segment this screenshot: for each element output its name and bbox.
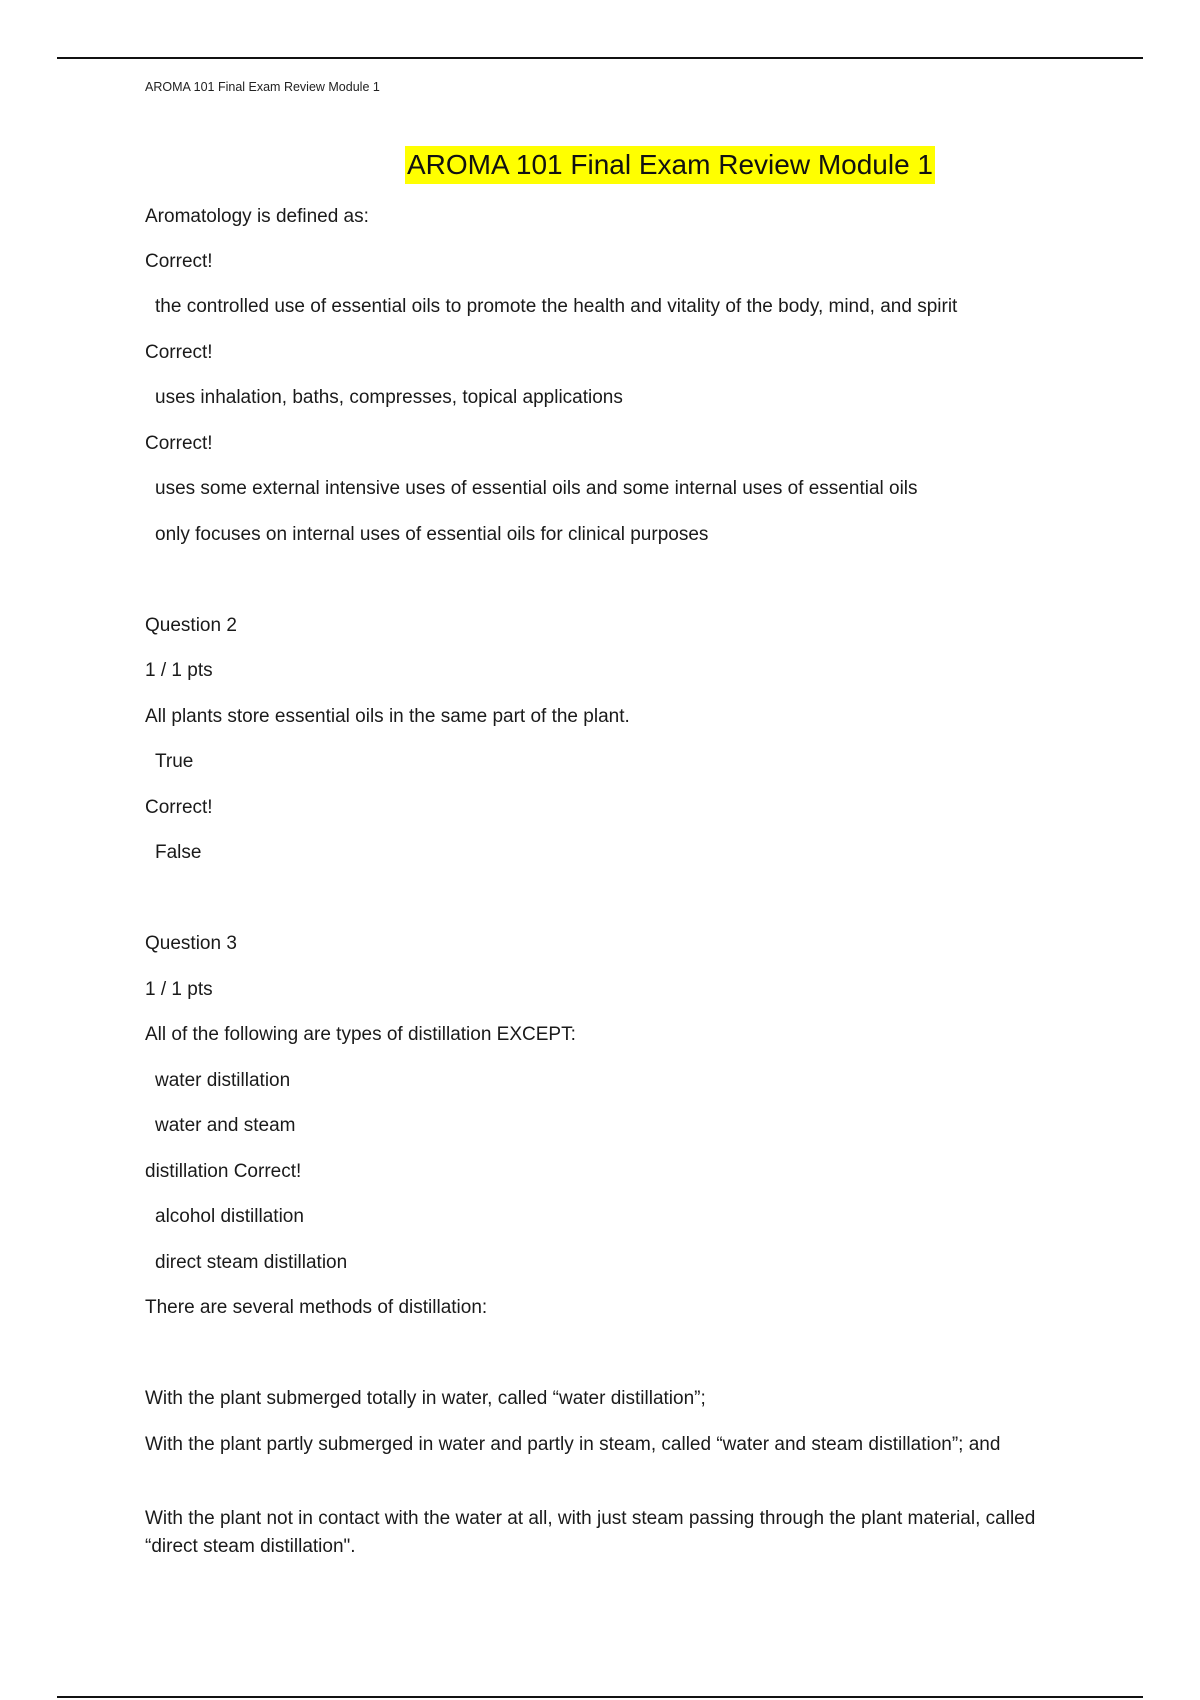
q3-method-2: With the plant partly submerged in water and partly in steam, called “water and steam distillation”; and [145,1434,1001,1455]
q2-heading: Question 2 [145,615,237,636]
q2-correct-marker: Correct! [145,797,213,818]
title-block [0,146,1200,184]
q1-correct-marker-2: Correct! [145,342,213,363]
q3-method-3: With the plant not in contact with the water at all, with just steam passing through the plant material, called “direct steam distillation". [145,1508,1036,1557]
q3-option-3: alcohol distillation [155,1206,304,1227]
q1-option-4: only focuses on internal uses of essential oils for clinical purposes [155,524,709,545]
q3-method-1: With the plant submerged totally in water, called “water distillation”; [145,1388,706,1409]
q1-correct-marker-1: Correct! [145,251,213,272]
q1-option-3: uses some external intensive uses of essential oils and some internal uses of essential oils [155,478,918,499]
q2-option-true: True [155,751,194,772]
q3-option-2: water and steam [155,1115,296,1136]
q2-prompt: All plants store essential oils in the same part of the plant. [145,706,630,727]
q3-option-4: direct steam distillation [155,1252,348,1273]
q3-heading: Question 3 [145,933,237,954]
bottom-rule [57,1696,1143,1698]
q3-prompt: All of the following are types of distillation EXCEPT: [145,1024,576,1045]
q3-explanation-intro: There are several methods of distillation: [145,1297,488,1318]
q3-option-1: water distillation [155,1070,291,1091]
q1-option-2: uses inhalation, baths, compresses, topical applications [155,387,623,408]
q2-points: 1 / 1 pts [145,660,213,681]
document-title: AROMA 101 Final Exam Review Module 1 [405,146,935,184]
q3-points: 1 / 1 pts [145,979,213,1000]
q1-correct-marker-3: Correct! [145,433,213,454]
top-rule [57,57,1143,59]
q2-option-false: False [155,842,202,863]
q1-prompt: Aromatology is defined as: [145,206,369,227]
running-header: AROMA 101 Final Exam Review Module 1 [145,80,380,94]
q1-option-1: the controlled use of essential oils to promote the health and vitality of the body, mind, and spirit [155,296,958,317]
q3-option-2-continued: distillation Correct! [145,1161,302,1182]
